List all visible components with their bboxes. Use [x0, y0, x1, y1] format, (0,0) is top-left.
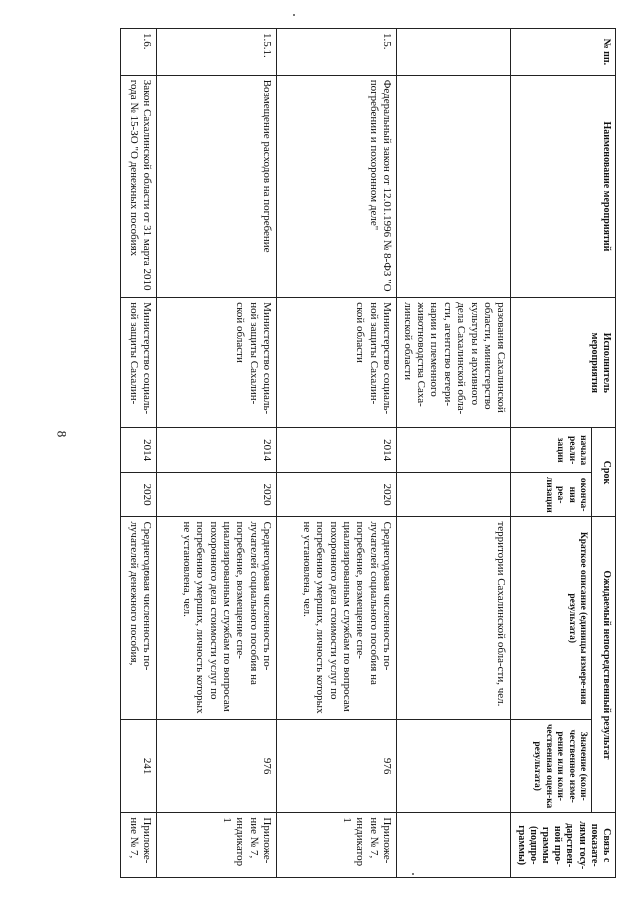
cell-value: 976 — [277, 719, 397, 812]
cell-desc: Среднегодовая численность по-лучателей социального пособия на погребение, возмещение спе-циализированным службам по вопросам похоронного дела стоимости услуг по погребению умерших, личность которых не установлена, чел. — [157, 517, 277, 720]
cell-end: 2020 — [157, 472, 277, 517]
header-link: Связь с показате-лями госу-дарствен-ной про-граммы (подпро-граммы) — [511, 813, 616, 878]
header-expected: Ожидаемый непосредственный результат — [592, 517, 616, 813]
cell-desc: Среднегодовая численность по-лучателей денежного пособия, — [121, 517, 157, 720]
cell-value: 976 — [157, 719, 277, 812]
cell-num: 1.5.1. — [157, 29, 277, 76]
cell-link — [397, 813, 511, 878]
cell-executor: Министерство социаль-ной защиты Сахалин- — [121, 298, 157, 428]
table-row — [277, 29, 397, 878]
cell-end: 2020 — [277, 472, 397, 517]
cell-executor: разования Сахалинской области, министерство культуры и архивного дела Сахалинской обла-сти, агентство ветери-нарии и племенного животноводства Саха-линской области — [397, 298, 511, 428]
cell-end — [397, 472, 511, 517]
cell-num: 1.6. — [121, 29, 157, 76]
cell-num: 1.5. — [277, 29, 397, 76]
cell-name: Закон Сахалинской области от 31 марта 2010 года № 15-ЗО "О денежных пособиях — [121, 75, 157, 298]
cell-executor: Министерство социаль-ной защиты Сахалин-ской области — [277, 298, 397, 428]
header-expected-value: Значение (коли-чественное изме-рение или коли-чественная оцен-ка результата) — [511, 719, 592, 812]
cell-link: Приложе-ние № 7, индикатор 1 — [277, 813, 397, 878]
cell-value — [397, 719, 511, 812]
cell-start: 2014 — [157, 428, 277, 473]
cell-name: Федеральный закон от 12.01.1996 № 8-ФЗ "О погребении и похоронном деле" — [277, 75, 397, 298]
cell-executor: Министерство социаль-ной защиты Сахалин-ской области — [157, 298, 277, 428]
page-number: 8 — [54, 430, 70, 438]
table-row — [397, 29, 511, 878]
cell-desc: территории Сахалинской обла-сти, чел. — [397, 517, 511, 720]
header-num: № пп. — [511, 29, 616, 76]
header-term-end: оконча-ния реа-лизации — [511, 472, 592, 517]
cell-start — [397, 428, 511, 473]
measures-table — [120, 28, 616, 878]
cell-start: 2014 — [277, 428, 397, 473]
header-name: Наименование мероприятий — [511, 75, 616, 298]
cell-link: Приложе-ние № 7, — [121, 813, 157, 878]
header-executor: Исполнитель мероприятия — [511, 298, 616, 428]
header-term-start: начала реали-зации — [511, 428, 592, 473]
cell-name — [397, 75, 511, 298]
header-term: Срок — [592, 428, 616, 517]
cell-desc: Среднегодовая численность по-лучателей социального пособия на погребение, возмещение спе-циализированным службам по вопросам похоронного дела стоимости услуг по погребению умерших, личность которых не установлена, чел. — [277, 517, 397, 720]
cell-link: Приложе-ние № 7, индикатор 1 — [157, 813, 277, 878]
table-row — [121, 29, 157, 878]
rotated-page — [88, 28, 616, 878]
scan-speck — [293, 14, 295, 16]
header-expected-desc: Краткое описание (единицы измере-ния результата) — [511, 517, 592, 720]
cell-value: 241 — [121, 719, 157, 812]
cell-name: Возмещение расходов на погребение — [157, 75, 277, 298]
cell-num — [397, 29, 511, 76]
cell-end: 2020 — [121, 472, 157, 517]
cell-start: 2014 — [121, 428, 157, 473]
table-row — [157, 29, 277, 878]
table-header — [511, 29, 616, 878]
